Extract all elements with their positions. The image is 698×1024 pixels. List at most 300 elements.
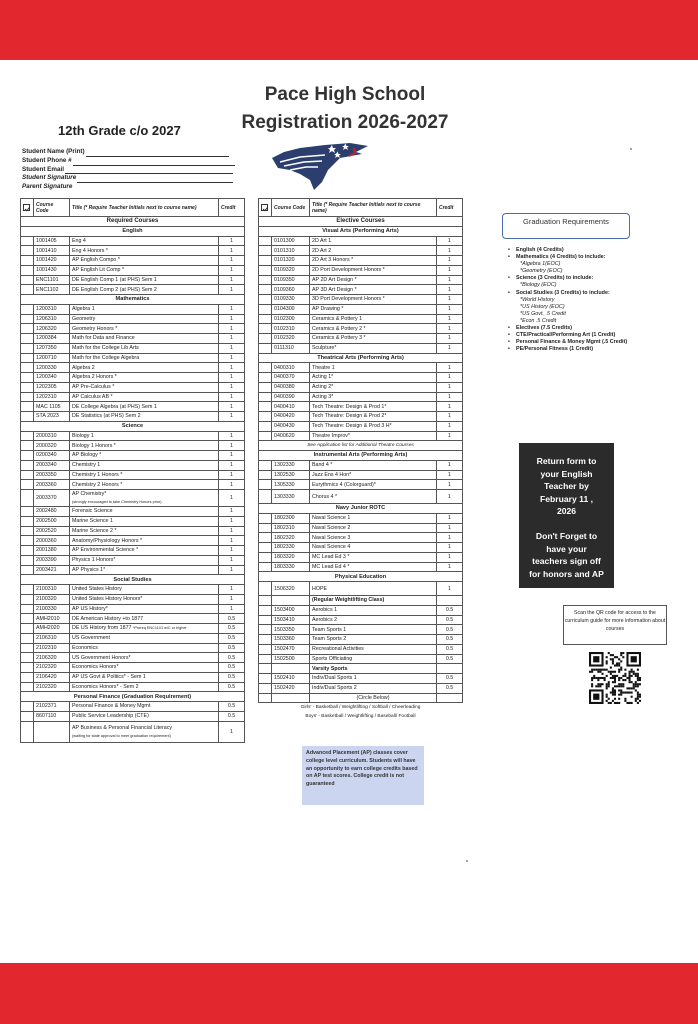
course-code: 2001380 xyxy=(34,546,70,556)
course-row[interactable] xyxy=(21,594,245,604)
course-row[interactable] xyxy=(21,402,245,412)
course-code: 2000320 xyxy=(34,441,70,451)
course-row[interactable] xyxy=(21,304,245,314)
course-checkbox[interactable] xyxy=(21,624,34,634)
course-title: Indiv/Dual Sports 1 xyxy=(310,674,437,684)
course-code: 1200710 xyxy=(34,353,70,363)
course-row[interactable] xyxy=(21,460,245,470)
course-checkbox[interactable] xyxy=(21,526,34,536)
course-credit: 1 xyxy=(437,304,463,314)
course-row[interactable] xyxy=(259,562,463,572)
course-checkbox[interactable] xyxy=(259,275,272,285)
course-credit: 0.5 xyxy=(437,625,463,635)
course-row[interactable] xyxy=(21,711,245,721)
course-credit: 1 xyxy=(437,314,463,324)
course-credit: 1 xyxy=(437,363,463,373)
course-row[interactable] xyxy=(21,546,245,556)
course-title: HOPE xyxy=(310,582,437,596)
elective-courses-table xyxy=(258,198,463,722)
student-phone-line[interactable]: Student Phone # xyxy=(22,157,235,166)
course-row[interactable] xyxy=(21,334,245,344)
course-checkbox[interactable] xyxy=(21,275,34,285)
graduation-requirement: • Science (3 Credits) to include: xyxy=(506,275,686,282)
course-row[interactable] xyxy=(259,256,463,266)
course-checkbox[interactable] xyxy=(259,654,272,664)
course-credit: 0.5 xyxy=(219,663,245,673)
course-checkbox[interactable] xyxy=(259,431,272,441)
course-row[interactable] xyxy=(21,663,245,673)
course-checkbox[interactable] xyxy=(21,663,34,673)
course-row[interactable] xyxy=(259,693,463,703)
course-credit: 1 xyxy=(219,480,245,490)
course-credit: 1 xyxy=(219,382,245,392)
course-credit: 0.5 xyxy=(437,605,463,615)
course-credit: 1 xyxy=(437,480,463,490)
course-checkbox[interactable] xyxy=(21,285,34,295)
course-title: Theatre 1 xyxy=(310,363,437,373)
course-checkbox[interactable] xyxy=(21,682,34,692)
course-credit: 1 xyxy=(219,343,245,353)
course-row[interactable] xyxy=(259,654,463,664)
course-code: 2002500 xyxy=(34,516,70,526)
course-row[interactable] xyxy=(21,285,245,295)
course-checkbox[interactable] xyxy=(21,614,34,624)
course-row[interactable] xyxy=(259,605,463,615)
course-row[interactable] xyxy=(259,664,463,674)
course-row[interactable] xyxy=(259,265,463,275)
course-row[interactable] xyxy=(21,470,245,480)
course-credit: 1 xyxy=(219,363,245,373)
course-row[interactable] xyxy=(259,644,463,654)
course-checkbox[interactable] xyxy=(259,683,272,693)
course-row[interactable] xyxy=(259,421,463,431)
graduation-requirement: *US Govt. .5 Credit xyxy=(520,310,566,317)
course-title: Chemistry 2 Honors * xyxy=(70,480,219,490)
subsection-header: English xyxy=(21,226,245,236)
course-checkbox[interactable] xyxy=(21,353,34,363)
course-code: 1503410 xyxy=(272,615,310,625)
course-row[interactable] xyxy=(259,412,463,422)
course-row[interactable] xyxy=(259,523,463,533)
course-checkbox[interactable] xyxy=(259,523,272,533)
course-title: Economics Honors* - Sem 2 xyxy=(70,682,219,692)
course-checkbox[interactable] xyxy=(259,392,272,402)
course-row[interactable] xyxy=(259,382,463,392)
course-checkbox[interactable] xyxy=(21,412,34,422)
course-row[interactable] xyxy=(21,507,245,517)
course-title: Algebra 2 xyxy=(70,363,219,373)
course-checkbox[interactable] xyxy=(21,653,34,663)
course-row[interactable] xyxy=(21,526,245,536)
course-row[interactable] xyxy=(21,353,245,363)
course-checkbox[interactable] xyxy=(21,480,34,490)
course-code: ENC1102 xyxy=(34,285,70,295)
course-row[interactable] xyxy=(259,431,463,441)
course-checkbox[interactable] xyxy=(21,546,34,556)
course-checkbox[interactable] xyxy=(21,470,34,480)
course-row[interactable] xyxy=(259,625,463,635)
course-code: 2106310 xyxy=(34,633,70,643)
course-row[interactable] xyxy=(259,615,463,625)
course-credit: 1 xyxy=(219,526,245,536)
course-credit: 1 xyxy=(437,523,463,533)
course-credit: 1 xyxy=(437,236,463,246)
course-checkbox[interactable] xyxy=(21,334,34,344)
course-title: 2D Port Development Honors * xyxy=(310,265,437,275)
course-row[interactable] xyxy=(21,392,245,402)
course-code: 1200384 xyxy=(34,334,70,344)
course-row[interactable] xyxy=(259,275,463,285)
course-title: Theatre Improv* xyxy=(310,431,437,441)
course-checkbox[interactable] xyxy=(259,265,272,275)
course-checkbox[interactable] xyxy=(259,324,272,334)
course-row[interactable] xyxy=(21,275,245,285)
course-checkbox[interactable] xyxy=(259,562,272,572)
student-name-line[interactable]: Student Name (Print) xyxy=(22,148,235,157)
course-credit: 1 xyxy=(219,314,245,324)
course-checkbox[interactable] xyxy=(21,536,34,546)
course-row[interactable] xyxy=(259,334,463,344)
course-checkbox[interactable] xyxy=(259,693,272,703)
course-checkbox[interactable] xyxy=(259,285,272,295)
course-checkbox[interactable] xyxy=(21,585,34,595)
course-checkbox[interactable] xyxy=(21,516,34,526)
course-title: Anatomy/Physiology Honors * xyxy=(70,536,219,546)
course-row[interactable] xyxy=(259,543,463,553)
course-row[interactable] xyxy=(259,402,463,412)
course-checkbox[interactable] xyxy=(259,236,272,246)
course-checkbox[interactable] xyxy=(21,555,34,565)
course-row[interactable] xyxy=(21,363,245,373)
course-checkbox[interactable] xyxy=(21,304,34,314)
course-row[interactable] xyxy=(21,721,245,742)
course-credit: 1 xyxy=(219,256,245,266)
course-code: 0101310 xyxy=(272,246,310,256)
course-checkbox[interactable] xyxy=(259,596,272,606)
course-title: MC Lead Ed 3 * xyxy=(310,552,437,562)
course-checkbox[interactable] xyxy=(21,314,34,324)
course-checkbox[interactable] xyxy=(259,490,272,504)
course-row[interactable] xyxy=(21,604,245,614)
student-signature-line[interactable]: Student Signature xyxy=(22,174,235,183)
course-checkbox[interactable] xyxy=(21,373,34,383)
course-checkbox[interactable] xyxy=(21,633,34,643)
course-row[interactable] xyxy=(21,451,245,461)
course-checkbox[interactable] xyxy=(259,552,272,562)
course-checkbox[interactable] xyxy=(259,382,272,392)
course-checkbox[interactable] xyxy=(259,402,272,412)
course-title: 2D Art 2 xyxy=(310,246,437,256)
course-row[interactable] xyxy=(21,314,245,324)
course-checkbox[interactable] xyxy=(21,392,34,402)
course-checkbox[interactable] xyxy=(21,256,34,266)
course-row[interactable] xyxy=(259,533,463,543)
course-checkbox[interactable] xyxy=(259,664,272,674)
course-row[interactable] xyxy=(259,490,463,504)
course-row[interactable] xyxy=(21,236,245,246)
course-checkbox[interactable] xyxy=(259,373,272,383)
course-code xyxy=(272,596,310,606)
course-checkbox[interactable] xyxy=(259,334,272,344)
course-credit: 1 xyxy=(437,543,463,553)
course-row[interactable] xyxy=(259,460,463,470)
course-row[interactable] xyxy=(259,513,463,523)
course-title: Sports Officiating xyxy=(310,654,437,664)
course-credit: 0.5 xyxy=(437,654,463,664)
course-checkbox[interactable] xyxy=(21,721,34,742)
course-row[interactable] xyxy=(21,516,245,526)
course-code: 1200340 xyxy=(34,373,70,383)
course-checkbox[interactable] xyxy=(259,363,272,373)
course-row[interactable] xyxy=(259,683,463,693)
notice-line: February 11 , xyxy=(539,493,594,504)
course-checkbox[interactable] xyxy=(259,314,272,324)
course-checkbox[interactable] xyxy=(259,644,272,654)
course-checkbox[interactable] xyxy=(21,565,34,575)
course-title: Band 4 * xyxy=(310,460,437,470)
course-checkbox[interactable] xyxy=(21,431,34,441)
course-credit: 1 xyxy=(219,402,245,412)
course-code: 0400420 xyxy=(272,412,310,422)
course-code: 0109330 xyxy=(272,295,310,305)
course-row[interactable] xyxy=(21,412,245,422)
course-checkbox[interactable] xyxy=(21,402,34,412)
course-row[interactable] xyxy=(259,392,463,402)
qr-code-icon[interactable] xyxy=(589,652,641,704)
course-row[interactable] xyxy=(259,596,463,606)
course-checkbox[interactable] xyxy=(259,480,272,490)
course-code: 1001410 xyxy=(34,246,70,256)
title-header: Title (* Require Teacher Initials next to course name) xyxy=(70,199,219,217)
course-checkbox[interactable] xyxy=(259,605,272,615)
course-credit: 1 xyxy=(219,304,245,314)
course-row[interactable] xyxy=(21,343,245,353)
course-checkbox[interactable] xyxy=(21,711,34,721)
course-checkbox[interactable] xyxy=(21,451,34,461)
course-row[interactable] xyxy=(259,582,463,596)
course-row[interactable] xyxy=(259,304,463,314)
course-row[interactable] xyxy=(21,382,245,392)
course-checkbox[interactable] xyxy=(21,672,34,682)
course-title: Tech Theatre: Design & Prod 3 H* xyxy=(310,421,437,431)
course-row[interactable] xyxy=(259,635,463,645)
course-credit: 1 xyxy=(437,431,463,441)
course-row[interactable] xyxy=(21,480,245,490)
required-courses-table xyxy=(20,198,245,743)
course-title: Forensic Science xyxy=(70,507,219,517)
course-row[interactable] xyxy=(259,674,463,684)
course-row[interactable] xyxy=(21,256,245,266)
subsection-header: Navy Junior ROTC xyxy=(259,504,463,514)
course-row[interactable] xyxy=(259,285,463,295)
course-code: MAC 1105 xyxy=(34,402,70,412)
patriot-logo xyxy=(270,140,370,192)
course-code: 0400310 xyxy=(272,363,310,373)
course-row[interactable] xyxy=(259,295,463,305)
course-code xyxy=(272,664,310,674)
course-row[interactable] xyxy=(259,373,463,383)
course-code: 1503360 xyxy=(272,635,310,645)
course-row[interactable] xyxy=(21,373,245,383)
course-credit: 1 xyxy=(219,470,245,480)
course-row[interactable] xyxy=(21,324,245,334)
graduation-requirement: • Personal Finance & Money Mgmt (.5 Credit) xyxy=(506,339,686,346)
course-code: 1803330 xyxy=(272,562,310,572)
course-credit: 0.5 xyxy=(219,633,245,643)
course-title: Biology 1 Honors * xyxy=(70,441,219,451)
notice-line: Return form to xyxy=(536,456,597,466)
course-title: Team Sports 1 xyxy=(310,625,437,635)
course-credit: 1 xyxy=(219,265,245,275)
course-row[interactable] xyxy=(259,314,463,324)
course-row[interactable] xyxy=(21,585,245,595)
course-row[interactable] xyxy=(21,265,245,275)
course-checkbox[interactable] xyxy=(21,343,34,353)
course-row[interactable] xyxy=(21,614,245,624)
course-credit: 1 xyxy=(219,334,245,344)
course-checkbox[interactable] xyxy=(21,441,34,451)
course-code: 1200330 xyxy=(34,363,70,373)
course-row[interactable] xyxy=(259,363,463,373)
course-checkbox[interactable] xyxy=(259,533,272,543)
course-checkbox[interactable] xyxy=(259,460,272,470)
course-checkbox[interactable] xyxy=(21,363,34,373)
course-row[interactable] xyxy=(21,431,245,441)
course-code: 1001420 xyxy=(34,256,70,266)
notice-line xyxy=(519,518,614,531)
course-title: Naval Science 1 xyxy=(310,513,437,523)
course-row[interactable] xyxy=(21,555,245,565)
course-checkbox[interactable] xyxy=(21,382,34,392)
course-checkbox[interactable] xyxy=(259,543,272,553)
course-title: Eng 4 Honors * xyxy=(70,246,219,256)
course-checkbox[interactable] xyxy=(21,604,34,614)
course-credit: 1 xyxy=(219,451,245,461)
course-checkbox[interactable] xyxy=(259,343,272,353)
course-checkbox[interactable] xyxy=(21,643,34,653)
course-checkbox[interactable] xyxy=(21,594,34,604)
parent-signature-line[interactable]: Parent Signature xyxy=(22,183,73,191)
course-title: AP Physics 1* xyxy=(70,565,219,575)
course-row[interactable] xyxy=(21,441,245,451)
course-title: Physics 1 Honors* xyxy=(70,555,219,565)
course-title: AP Biology * xyxy=(70,451,219,461)
course-credit: 0.5 xyxy=(219,682,245,692)
course-row[interactable] xyxy=(21,672,245,682)
course-row[interactable] xyxy=(259,246,463,256)
course-checkbox[interactable] xyxy=(259,246,272,256)
registration-title: Registration 2026-2027 xyxy=(241,112,449,133)
course-checkbox[interactable] xyxy=(259,615,272,625)
course-code: 1803320 xyxy=(272,552,310,562)
subsection-header: Social Studies xyxy=(21,575,245,585)
course-checkbox[interactable] xyxy=(259,295,272,305)
course-title: AP English Compo * xyxy=(70,256,219,266)
course-checkbox[interactable] xyxy=(259,582,272,596)
course-code: 1202310 xyxy=(34,392,70,402)
course-row[interactable] xyxy=(21,490,245,507)
course-credit: 1 xyxy=(437,402,463,412)
course-checkbox[interactable] xyxy=(259,256,272,266)
course-title: Ceramics & Pottery 2 * xyxy=(310,324,437,334)
course-code: 2003370 xyxy=(34,490,70,507)
course-credit: 1 xyxy=(219,536,245,546)
course-row[interactable] xyxy=(259,343,463,353)
course-credit: 1 xyxy=(219,507,245,517)
notice-line: Don't Forget to xyxy=(535,531,598,541)
course-row[interactable] xyxy=(21,624,245,634)
course-title: Ceramics & Pottery 1 xyxy=(310,314,437,324)
course-credit: 1 xyxy=(437,265,463,275)
course-row[interactable] xyxy=(21,682,245,692)
course-row[interactable] xyxy=(21,653,245,663)
course-checkbox[interactable] xyxy=(21,265,34,275)
course-code: 1502420 xyxy=(272,683,310,693)
course-checkbox[interactable] xyxy=(21,324,34,334)
subsection-header: Mathematics xyxy=(21,295,245,305)
course-credit: 0.5 xyxy=(219,614,245,624)
course-checkbox[interactable] xyxy=(259,412,272,422)
course-checkbox[interactable] xyxy=(259,304,272,314)
course-checkbox[interactable] xyxy=(21,702,34,712)
course-row[interactable] xyxy=(259,470,463,480)
course-checkbox[interactable] xyxy=(259,421,272,431)
course-row[interactable] xyxy=(21,702,245,712)
course-title: Chemistry 1 xyxy=(70,460,219,470)
course-row[interactable] xyxy=(21,536,245,546)
course-row[interactable] xyxy=(21,643,245,653)
course-checkbox[interactable] xyxy=(259,674,272,684)
course-row[interactable] xyxy=(259,480,463,490)
course-row[interactable] xyxy=(21,565,245,575)
school-title: Pace High School xyxy=(264,84,426,105)
course-checkbox[interactable] xyxy=(259,635,272,645)
course-title: AP 3D Art Design * xyxy=(310,285,437,295)
course-credit: 0.5 xyxy=(219,624,245,634)
course-row[interactable] xyxy=(259,552,463,562)
course-checkbox[interactable] xyxy=(259,470,272,480)
course-row[interactable] xyxy=(259,236,463,246)
course-credit: 0.5 xyxy=(437,615,463,625)
course-checkbox[interactable] xyxy=(21,236,34,246)
course-code: 1503350 xyxy=(272,625,310,635)
course-title: Personal Finance & Money Mgmt xyxy=(70,702,219,712)
course-credit: 1 xyxy=(437,373,463,383)
course-checkbox[interactable] xyxy=(21,246,34,256)
course-checkbox[interactable] xyxy=(21,460,34,470)
course-credit: 1 xyxy=(437,392,463,402)
notice-line: for honors and AP xyxy=(529,568,604,579)
graduation-requirement: • PE/Personal Fitness (1 Credit) xyxy=(506,346,686,353)
course-row[interactable] xyxy=(259,324,463,334)
course-checkbox[interactable] xyxy=(21,490,34,507)
course-title: Math for the College Lib Arts xyxy=(70,343,219,353)
course-title: (Regular Weightlifting Class) xyxy=(310,596,437,606)
course-checkbox[interactable] xyxy=(21,507,34,517)
course-title: Public Service Leadership (CTE) xyxy=(70,711,219,721)
course-title: Eurythmics 4 (Colorguard)* xyxy=(310,480,437,490)
credit-header: Credit xyxy=(219,199,245,217)
course-title: AP Environmental Science * xyxy=(70,546,219,556)
course-row[interactable] xyxy=(21,633,245,643)
course-code: AMH2010 xyxy=(34,614,70,624)
course-credit: 1 xyxy=(219,490,245,507)
course-row[interactable] xyxy=(21,246,245,256)
student-email-line[interactable]: Student Email xyxy=(22,166,235,175)
course-checkbox[interactable] xyxy=(259,625,272,635)
course-code: 1502410 xyxy=(272,674,310,684)
course-checkbox[interactable] xyxy=(259,513,272,523)
